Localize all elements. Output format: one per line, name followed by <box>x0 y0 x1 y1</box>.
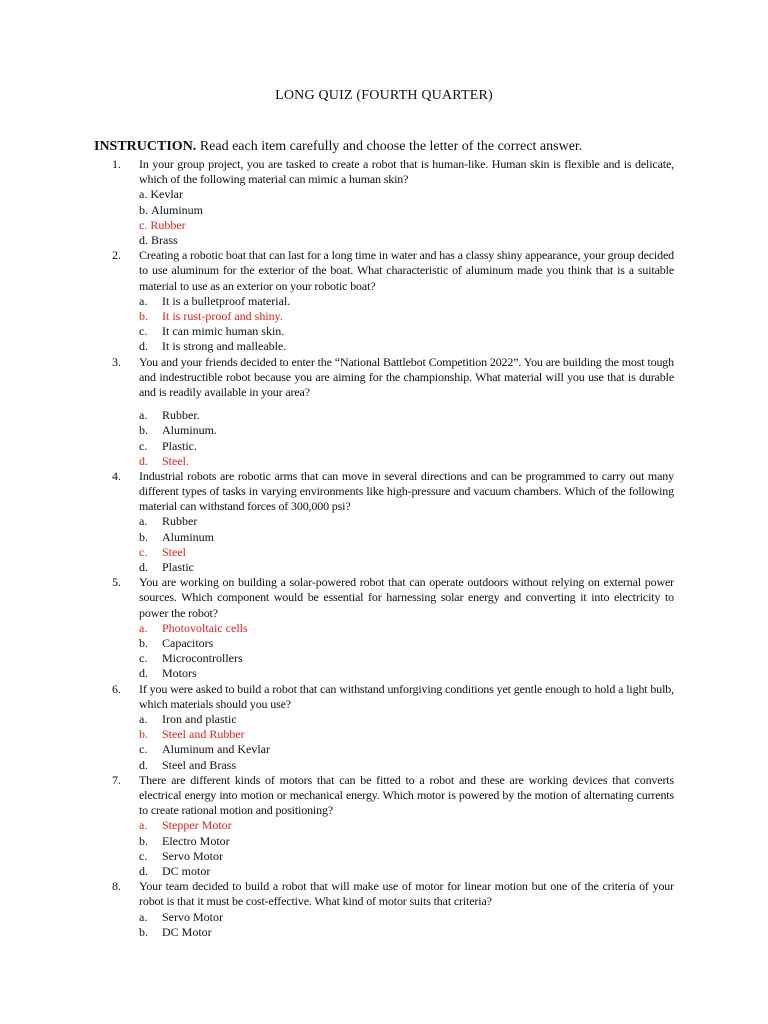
question-text: Creating a robotic boat that can last for a long time in water and has a classy shiny appearance, your group decided to use aluminum for the exterior of the boat. What characteristic of aluminum made you think that is a suitable material to use as an exterior on your robotic boat? <box>139 248 674 293</box>
choice-letter: d. <box>139 666 148 681</box>
choice-text: Aluminum <box>162 529 215 544</box>
choice-d[interactable] <box>139 666 674 681</box>
question-3 <box>112 355 674 469</box>
choice-letter: b. <box>139 636 148 651</box>
choice-text: DC motor <box>162 863 211 878</box>
choice-a[interactable] <box>139 712 674 727</box>
choice-b[interactable] <box>139 203 674 218</box>
question-number: 8. <box>112 879 121 894</box>
choice-text: Rubber. <box>162 408 200 423</box>
choice-c[interactable] <box>139 324 674 339</box>
choice-b[interactable] <box>139 925 674 940</box>
choice-letter: a. <box>139 909 148 924</box>
choice-letter: b. <box>139 308 148 323</box>
choice-text: Motors <box>162 666 197 681</box>
question-number: 7. <box>112 772 121 787</box>
choice-d[interactable] <box>139 233 674 248</box>
choice-letter: a. <box>139 514 148 529</box>
choice-letter: d. <box>139 757 148 772</box>
question-7 <box>112 773 674 879</box>
choice-text: Stepper Motor <box>162 818 232 833</box>
question-text: You are working on building a solar-powered robot that can operate outdoors without relying on external power sources. Which component would be essential for harnessing solar energy and converting it into electricity to power the robot? <box>139 575 674 620</box>
instruction-line <box>94 139 694 155</box>
choice-text: DC Motor <box>162 924 212 939</box>
choice-text: Rubber <box>162 514 198 529</box>
choice-text: Aluminum. <box>162 423 218 438</box>
choice-c[interactable] <box>139 742 674 757</box>
choice-a[interactable] <box>139 621 674 636</box>
choice-text: Steel. <box>162 453 189 468</box>
choice-letter: d. <box>139 232 148 247</box>
choice-letter: c. <box>139 544 148 559</box>
choice-b[interactable] <box>139 727 674 742</box>
question-number: 6. <box>112 681 121 696</box>
choice-letter: d. <box>139 560 148 575</box>
choice-letter: c. <box>139 324 148 339</box>
choice-letter: b. <box>139 423 148 438</box>
question-text: Your team decided to build a robot that will make use of motor for linear motion but one of the criteria of your robot is that it must be cost-effective. What kind of motor suits that criteria? <box>139 879 674 909</box>
choice-a[interactable] <box>139 408 674 423</box>
choice-letter: a. <box>139 620 148 635</box>
choice-b[interactable] <box>139 636 674 651</box>
choice-letter: c. <box>139 651 148 666</box>
question-2 <box>112 248 674 354</box>
choice-letter: a. <box>139 712 148 726</box>
choice-b[interactable] <box>139 309 674 324</box>
choice-list <box>139 187 674 248</box>
choice-text: Plastic <box>162 560 194 575</box>
choice-text: Servo Motor <box>162 848 223 863</box>
choice-letter: d. <box>139 339 148 354</box>
question-number: 1. <box>112 157 121 171</box>
choice-text: Steel and Rubber <box>162 727 245 742</box>
choice-letter: a. <box>139 408 148 423</box>
choice-a[interactable] <box>139 187 674 202</box>
choice-text: Electro Motor <box>162 833 230 848</box>
choice-text: Photovoltaic cells <box>162 620 248 635</box>
choice-text: Steel <box>162 544 186 559</box>
question-list <box>112 157 674 940</box>
choice-text: Kevlar <box>150 187 183 202</box>
choice-text: Rubber <box>150 217 186 232</box>
question-4 <box>112 469 674 575</box>
choice-c[interactable] <box>139 651 674 666</box>
choice-list <box>139 818 674 879</box>
choice-list <box>139 712 674 773</box>
choice-list <box>139 514 674 575</box>
choice-a[interactable] <box>139 294 674 309</box>
choice-c[interactable] <box>139 545 674 560</box>
choice-d[interactable] <box>139 758 674 773</box>
choice-letter: a. <box>139 187 148 202</box>
choice-letter: b. <box>139 529 148 544</box>
choice-a[interactable] <box>139 910 674 925</box>
choice-letter: c. <box>139 848 148 863</box>
choice-d[interactable] <box>139 339 674 354</box>
choice-text: Brass <box>151 232 178 247</box>
choice-d[interactable] <box>139 454 674 469</box>
question-text: You and your friends decided to enter the “National Battlebot Competition 2022”. You are building the most tough and indestructible robot because you are aiming for the championship. What material will you use that is durable and is readily available in your area? <box>139 354 674 399</box>
choice-text: Aluminum and Kevlar <box>162 742 270 757</box>
choice-c[interactable] <box>139 849 674 864</box>
choice-letter: d. <box>139 453 148 468</box>
choice-letter: b. <box>139 924 148 939</box>
page-title: LONG QUIZ (FOURTH QUARTER) <box>275 88 493 103</box>
choice-letter: c. <box>139 438 148 453</box>
choice-letter: a. <box>139 293 148 308</box>
question-text: There are different kinds of motors that can be fitted to a robot and these are working devices that converts electrical energy into motion or mechanical energy. Which motor is powered by the motion of alternating currents to create rational motion and positioning? <box>139 772 674 818</box>
choice-letter: b. <box>139 202 148 217</box>
question-1 <box>112 157 674 248</box>
question-number: 2. <box>112 248 121 263</box>
choice-text: It can mimic human skin. <box>162 324 285 339</box>
question-number: 3. <box>112 354 121 369</box>
choice-text: It is rust-proof and shiny. <box>162 308 283 323</box>
choice-b[interactable] <box>139 834 674 849</box>
choice-list <box>139 294 674 355</box>
choice-b[interactable] <box>139 423 674 438</box>
choice-text: Microcontrollers <box>162 651 243 666</box>
question-5 <box>112 575 674 681</box>
choice-letter: c. <box>139 742 148 757</box>
choice-list <box>139 621 674 682</box>
choice-text: Capacitors <box>162 636 214 651</box>
choice-list <box>139 910 674 940</box>
choice-letter: c. <box>139 217 148 232</box>
choice-text: Servo Motor <box>162 909 223 924</box>
choice-d[interactable] <box>139 864 674 879</box>
choice-letter: b. <box>139 727 148 742</box>
choice-c[interactable] <box>139 439 674 454</box>
choice-a[interactable] <box>139 818 674 833</box>
instruction-text: Read each item carefully and choose the letter of the correct answer. <box>199 139 583 154</box>
choice-text: It is a bulletproof material. <box>162 293 291 308</box>
question-6 <box>112 682 674 773</box>
choice-a[interactable] <box>139 514 674 529</box>
choice-letter: b. <box>139 833 148 848</box>
question-8 <box>112 879 674 940</box>
choice-letter: d. <box>139 863 148 878</box>
choice-b[interactable] <box>139 530 674 545</box>
choice-d[interactable] <box>139 560 674 575</box>
question-text: In your group project, you are tasked to create a robot that is human-like. Human skin is flexible and is delicate, which of the following material can mimic a human skin? <box>139 157 674 187</box>
choice-text: Plastic. <box>162 438 197 453</box>
question-number: 4. <box>112 468 121 483</box>
question-text: Industrial robots are robotic arms that can move in several directions and can be programmed to carry out many different types of tasks in varying environments like high-pressure and vacuum chambers. Which of the following material can withstand forces of 300,000 psi? <box>139 468 674 514</box>
choice-c[interactable] <box>139 218 674 233</box>
choice-list <box>139 408 674 469</box>
choice-text: Aluminum <box>151 202 204 217</box>
choice-text: It is strong and malleable. <box>162 339 287 354</box>
choice-text: Iron and plastic <box>162 712 237 726</box>
choice-letter: a. <box>139 818 148 833</box>
question-text: If you were asked to build a robot that can withstand unforgiving conditions yet gentle enough to hold a light bulb, which materials should you use? <box>139 681 674 711</box>
choice-text: Steel and Brass <box>162 757 236 772</box>
instruction-lead: INSTRUCTION. <box>94 139 197 154</box>
question-number: 5. <box>112 575 121 590</box>
